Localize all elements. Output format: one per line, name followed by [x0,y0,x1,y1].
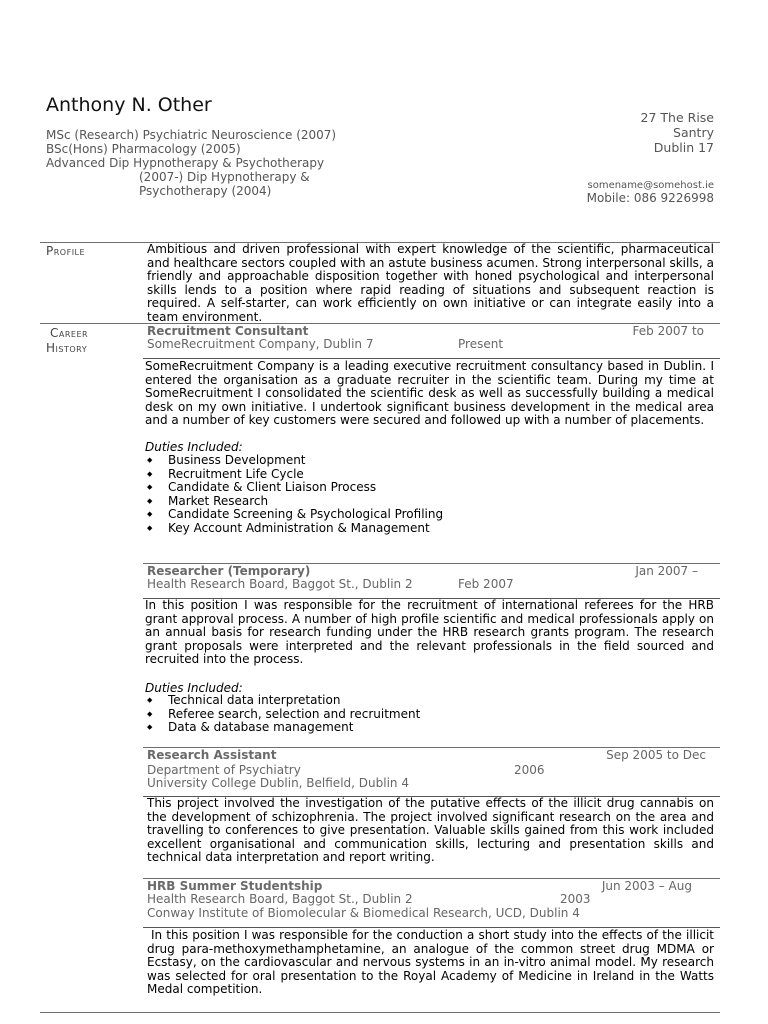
job-title: Researcher (Temporary) [147,564,311,578]
profile-section-label: Profile [46,244,86,258]
section-divider [40,323,720,324]
duty-item: ◆ Technical data interpretation [144,694,420,708]
address-line: Santry [673,125,714,140]
qualification-line: (2007-) Dip Hypnotherapy & [139,170,310,184]
duty-item: ◆ Business Development [144,454,443,468]
qualification-line: BSc(Hons) Pharmacology (2005) [46,142,241,156]
job-date-end: Present [458,337,504,351]
page-bottom-divider [40,1012,720,1013]
job-date-start: Jun 2003 – Aug [601,879,692,893]
job-organisation: SomeRecruitment Company, Dublin 7 [147,337,374,351]
qualification-line: Psychotherapy (2004) [139,184,272,198]
job-date-end: Feb 2007 [458,577,514,591]
career-section-label-line2: History [46,341,88,355]
job-date-end: 2003 [560,892,591,906]
address-line: 27 The Rise [640,110,714,125]
duty-item: ◆ Candidate Screening & Psychological Profiling [144,508,443,522]
duties-list [144,454,443,536]
duties-list [144,694,420,735]
job-title: HRB Summer Studentship [147,879,323,893]
job-organisation: Health Research Board, Baggot St., Dublin 2 [147,577,413,591]
duty-item: ◆ Data & database management [144,721,420,735]
job-description: In this position I was responsible for the conduction a short study into the effects of the illicit drug para-methoxymethamphetamine, an analogue of the common street drug MDMA or Ecstasy, on the cardiovascular and nervous systems in an in-vitro animal model. My research was selected for oral presentation to the Royal Academy of Medicine in Ireland in the Watts Medal competition. [147,928,714,996]
job-description: SomeRecruitment Company is a leading executive recruitment consultancy based in Dublin. I entered the organisation as a graduate recruiter in the scientific team. During my time at SomeRecruitment I consolidated the scientific desk as well as successfully building a medical desk on my own initiative. I undertook significant business development in the medical area and a number of key customers were secured and followed up with a number of placements. [145,359,714,427]
duty-item: ◆ Key Account Administration & Management [144,522,443,536]
qualification-line: Advanced Dip Hypnotherapy & Psychotherapy [46,156,325,170]
job-organisation: Department of Psychiatry [147,763,301,777]
profile-text: Ambitious and driven professional with expert knowledge of the scientific, pharmaceutical and healthcare sectors coupled with an astute business acumen. Strong interpersonal skills, a friendly and approachable disposition together with honed psychological and interpersonal skills lends to a position where rapid reading of situations and subsequent reaction is required. A self-starter, can work efficiently on own initiative or can integrate easily into a team environment. [147,242,714,324]
applicant-name: Anthony N. Other [46,94,212,116]
job-organisation: Health Research Board, Baggot St., Dublin 2 [147,892,413,906]
duty-item: ◆ Market Research [144,495,443,509]
email-address[interactable]: somename@somehost.ie [587,180,714,191]
job-date-end: 2006 [514,763,545,777]
job-title: Recruitment Consultant [147,324,309,338]
job-organisation-detail: Conway Institute of Biomolecular & Biomedical Research, UCD, Dublin 4 [147,906,580,920]
job-organisation-detail: University College Dublin, Belfield, Dublin 4 [147,776,409,790]
duty-item: ◆ Recruitment Life Cycle [144,468,443,482]
duty-item: ◆ Candidate & Client Liaison Process [144,481,443,495]
duties-label: Duties Included: [145,440,243,454]
address-line: Dublin 17 [653,140,714,155]
job-date-start: Jan 2007 – [635,564,698,578]
job-description: This project involved the investigation of the putative effects of the illicit drug cannabis on the development of schizophrenia. The project involved significant research on the area and travelling to conferences to give presentation. Valuable skills gained from this work included excellent organisational and communication skills, lecturing and presentation skills and technical data interpretation and report writing. [147,796,714,864]
duties-label: Duties Included: [145,681,243,695]
qualification-line: MSc (Research) Psychiatric Neuroscience (2007) [46,128,337,142]
duty-item: ◆ Referee search, selection and recruitment [144,708,420,722]
job-title: Research Assistant [147,748,277,762]
mobile-number: Mobile: 086 9226998 [586,191,714,205]
job-date-start: Feb 2007 to [632,324,704,338]
job-date-start: Sep 2005 to Dec [606,748,706,762]
job-description: In this position I was responsible for the recruitment of international referees for the HRB grant approval process. A number of high profile scientific and medical professionals apply on an annual basis for research funding under the HRB research grants program. The research grant proposals were interpreted and the relevant professionals in the field sourced and recruited into the process. [145,598,714,666]
career-section-label-line1: Career [50,326,89,340]
